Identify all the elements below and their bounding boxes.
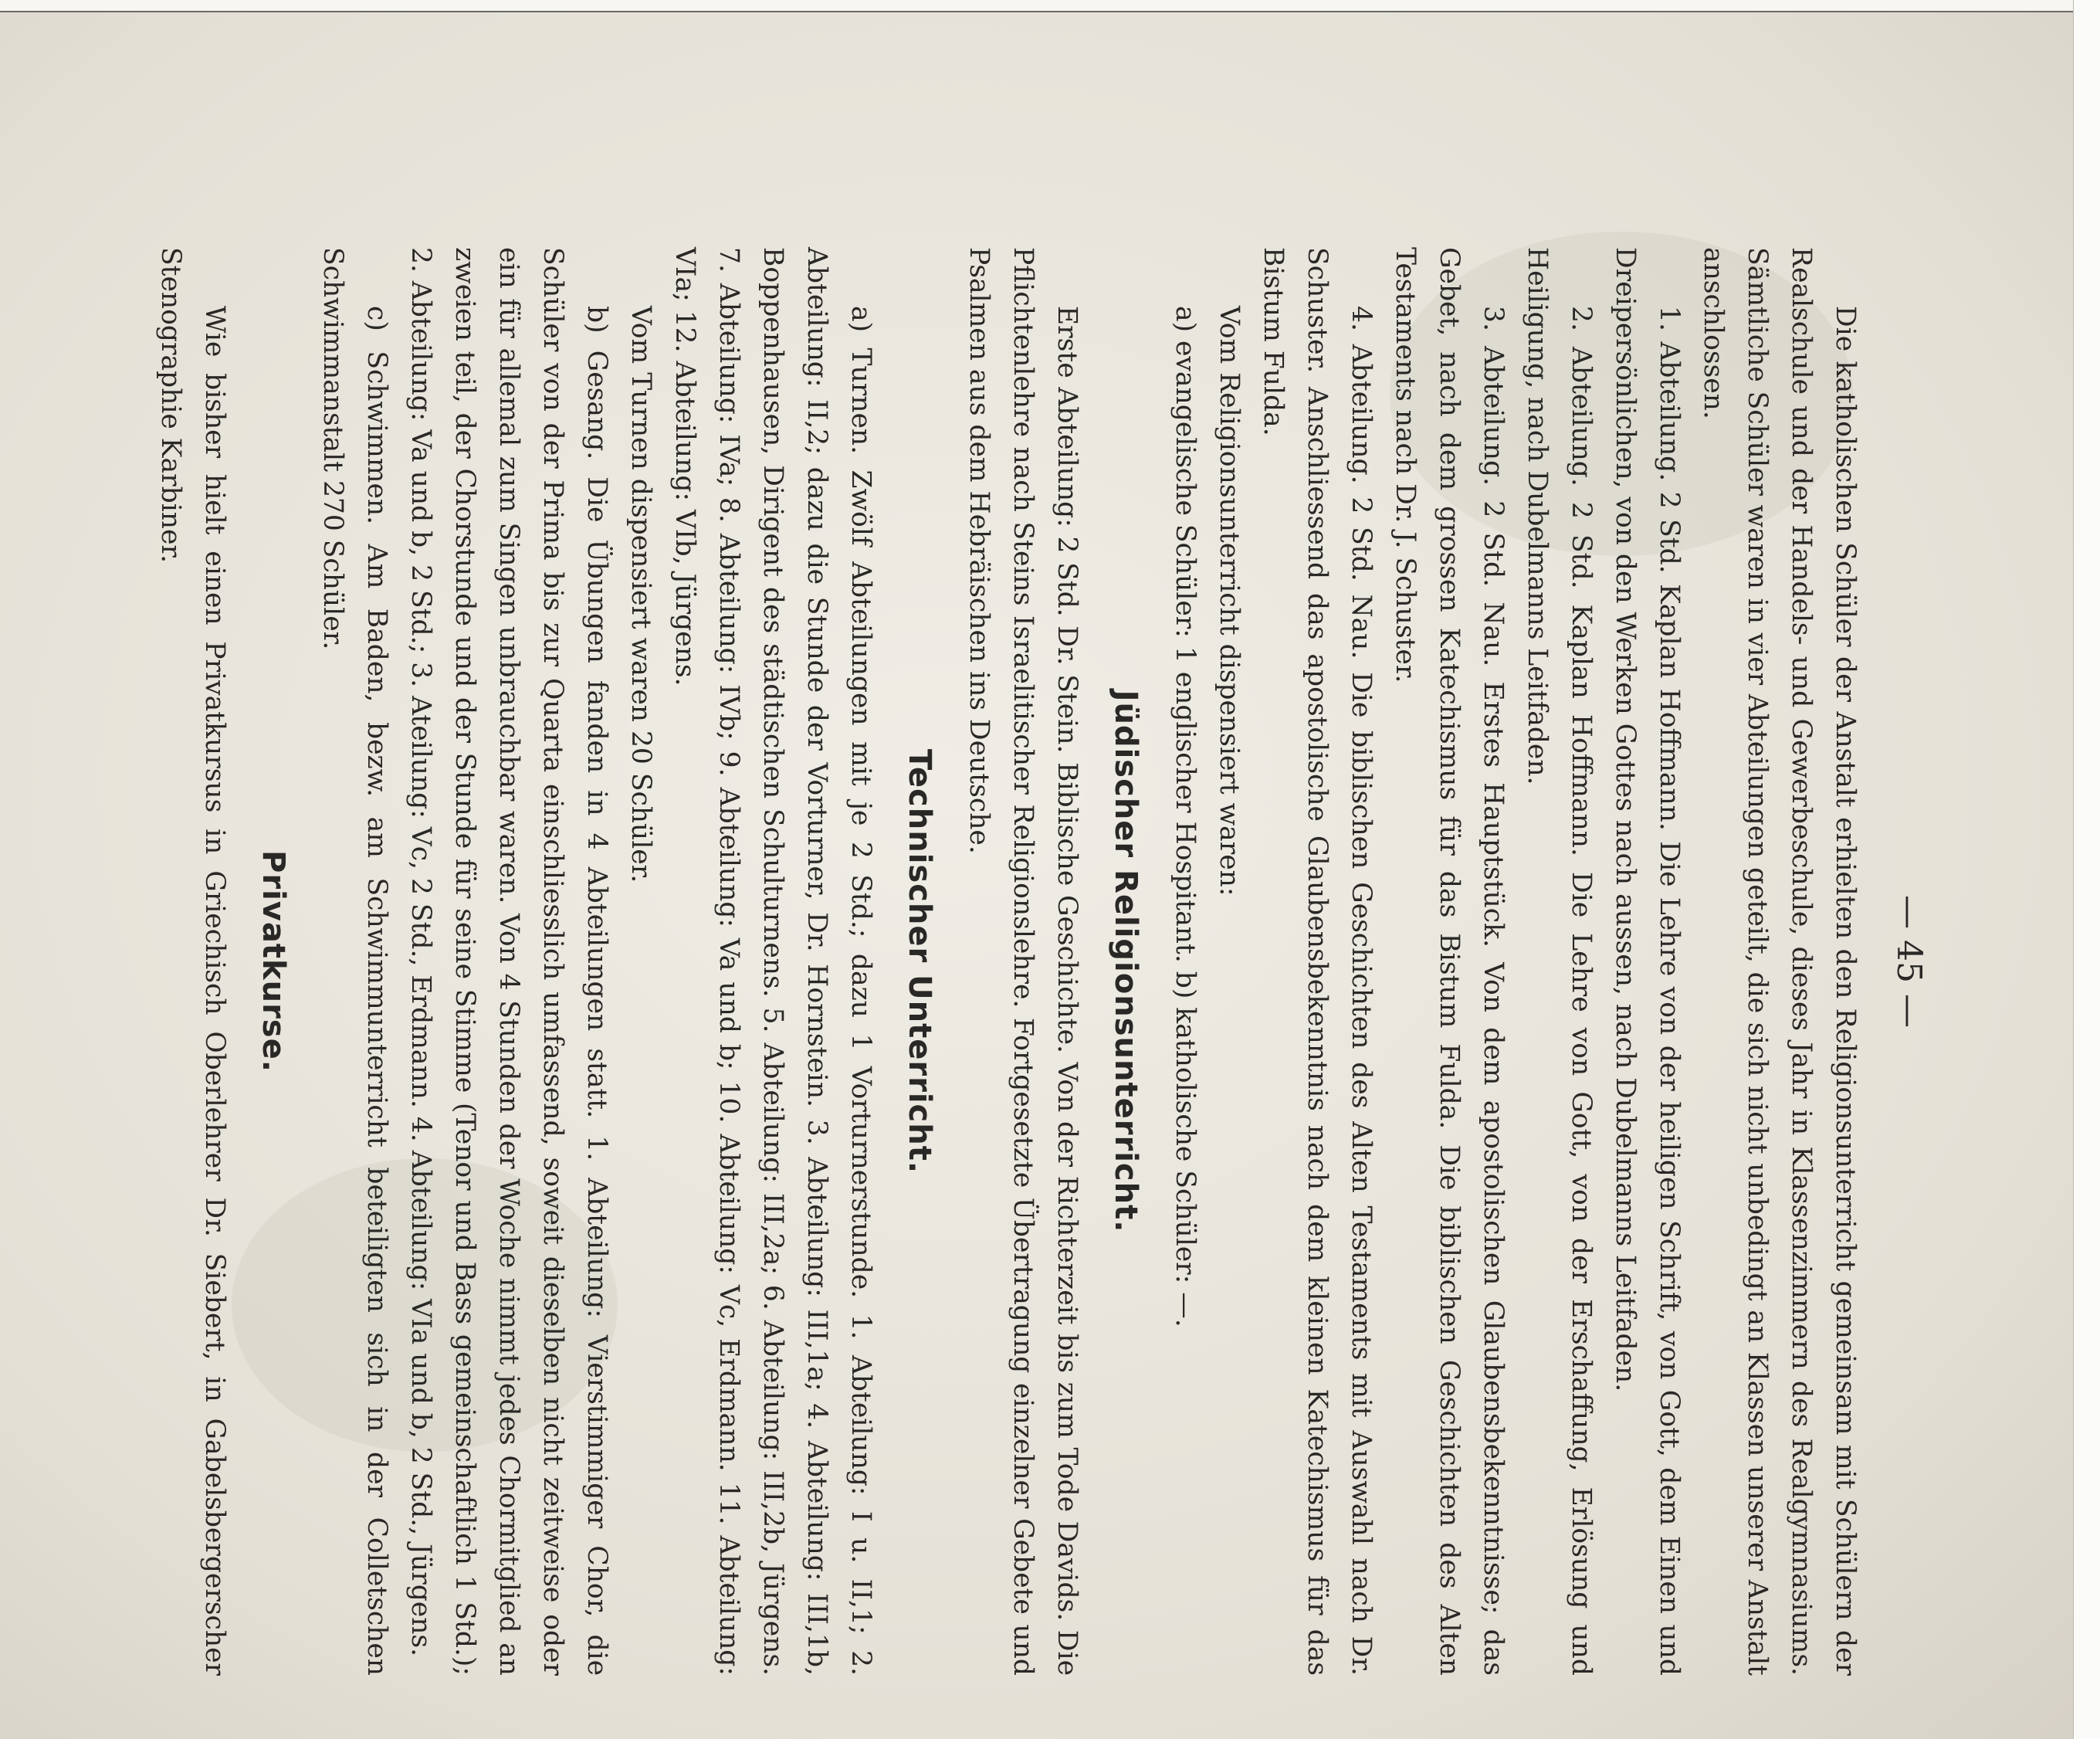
privatkurse-paragraph: Wie bisher hielt einen Privatkursus in Griechisch Oberlehrer Dr. Siebert, in Gabelsbergerscher Stenographie Karbiner.	[155, 247, 230, 1676]
heading-juedischer-religionsunterricht: Jüdischer Religionsunterricht.	[1108, 690, 1143, 1233]
religion-dispensiert-line: Vom Religionsunterricht dispensiert waren:	[1214, 306, 1245, 897]
schwimmen-paragraph: c) Schwimmen. Am Baden, bezw. am Schwimmunterricht beteiligten sich in der Colletschen Schwimmanstalt 270 Schüler.	[317, 247, 392, 1676]
rotated-document-page	[155, 247, 1930, 1676]
intro-paragraph: Die katholischen Schüler der Anstalt erhielten den Religionsunterricht gemeinsam mit Schülern der Realschule und der Handels- und Gewerbeschule, dieses Jahr in Klassenzimmern des Realgymnasiums. Sämtliche Schüler waren in vier Abteilungen geteilt, die sich nicht unbedingt an Klassen unserer Anstalt anschlossen.	[1698, 247, 1861, 1676]
religion-dispensiert-detail: a) evangelische Schüler: 1 englischer Hospitant. b) katholische Schüler: —.	[1170, 306, 1201, 1327]
scanner-top-edge	[0, 0, 2100, 12]
heading-technischer-unterricht: Technischer Unterricht.	[902, 748, 937, 1175]
juedisch-paragraph: Erste Abteilung: 2 Std. Dr. Stein. Biblische Geschichte. Von der Richterzeit bis zum Tode Davids. Die Pflichtenlehre nach Steins Israelitischer Religionslehre. Fortgesetzte Übertragung einzelner Gebete und Psalmen aus dem Hebräischen ins Deutsche.	[964, 247, 1082, 1676]
page-number: — 45 —	[1889, 895, 1929, 1028]
gesang-paragraph: b) Gesang. Die Übungen fanden in 4 Abteilungen statt. 1. Abteilung: Vierstimmiger Chor, die Schüler von der Prima bis zur Quarta einschliesslich umfassend, soweit dieselben nicht zeitweise oder ein für allemal zum Singen unbrauchbar waren. Von 4 Stunden der Woche nimmt jedes Chormitglied an zweien teil, der Chorstunde und der Stunde für seine Stimme (Tenor und Bass gemeinschaftlich 1 Std.); 2. Abteilung: Va und b, 2 Std.; 3. Ateilung: Vc, 2 Std., Erdmann. 4. Abteilung: VIa und b, 2 Std., Jürgens.	[405, 247, 612, 1676]
abteilung-2-paragraph: 2. Abteilung. 2 Std. Kaplan Hoffmann. Die Lehre von Gott, von der Erschaffung, Erlösung und Heiligung, nach Dubelmanns Leitfaden.	[1522, 247, 1597, 1676]
heading-privatkurse: Privatkurse.	[256, 850, 291, 1073]
turnen-paragraph: a) Turnen. Zwölf Abteilungen mit je 2 Std.; dazu 1 Vorturnerstunde. 1. Abteilung: I u. II,1; 2. Abteilung: II,2; dazu die Stunde der Vorturner, Dr. Hornstein. 3. Abteilung: III,1a; 4. Abteilung: III,1b, Boppenhausen, Dirigent des städtischen Schulturnens. 5. Abteilung: III,2a; 6. Abteilung: III,2b, Jürgens. 7. Abteilung: IVa; 8. Abteilung: IVb; 9. Abteilung: Va und b; 10. Abteilung: Vc, Erdmann. 11. Abteilung: VIa; 12. Abteilung: VIb, Jürgens.	[669, 247, 876, 1676]
abteilung-1-paragraph: 1. Abteilung. 2 Std. Kaplan Hoffmann. Die Lehre von der heiligen Schrift, von Gott, dem Einen und Dreipersönlichen, von den Werken Gottes nach aussen, nach Dubelmanns Leitfaden.	[1610, 247, 1685, 1676]
turnen-dispensiert-line: Vom Turnen dispensiert waren 20 Schüler.	[625, 306, 656, 883]
abteilung-4-paragraph: 4. Abteilung. 2 Std. Nau. Die biblischen Geschichten des Alten Testaments mit Auswahl nach Dr. Schuster. Anschliessend das apostolische Glaubensbekenntnis nach dem kleinen Katechismus für das Bistum Fulda.	[1258, 247, 1377, 1676]
scanner-right-edge	[2073, 0, 2100, 1739]
abteilung-3-paragraph: 3. Abteilung. 2 Std. Nau. Erstes Hauptstück. Von dem apostolischen Glaubensbekenntnisse; das Gebet, nach dem grossen Katechismus für das Bistum Fulda. Die biblischen Geschichten des Alten Testaments nach Dr. J. Schuster.	[1390, 247, 1509, 1676]
